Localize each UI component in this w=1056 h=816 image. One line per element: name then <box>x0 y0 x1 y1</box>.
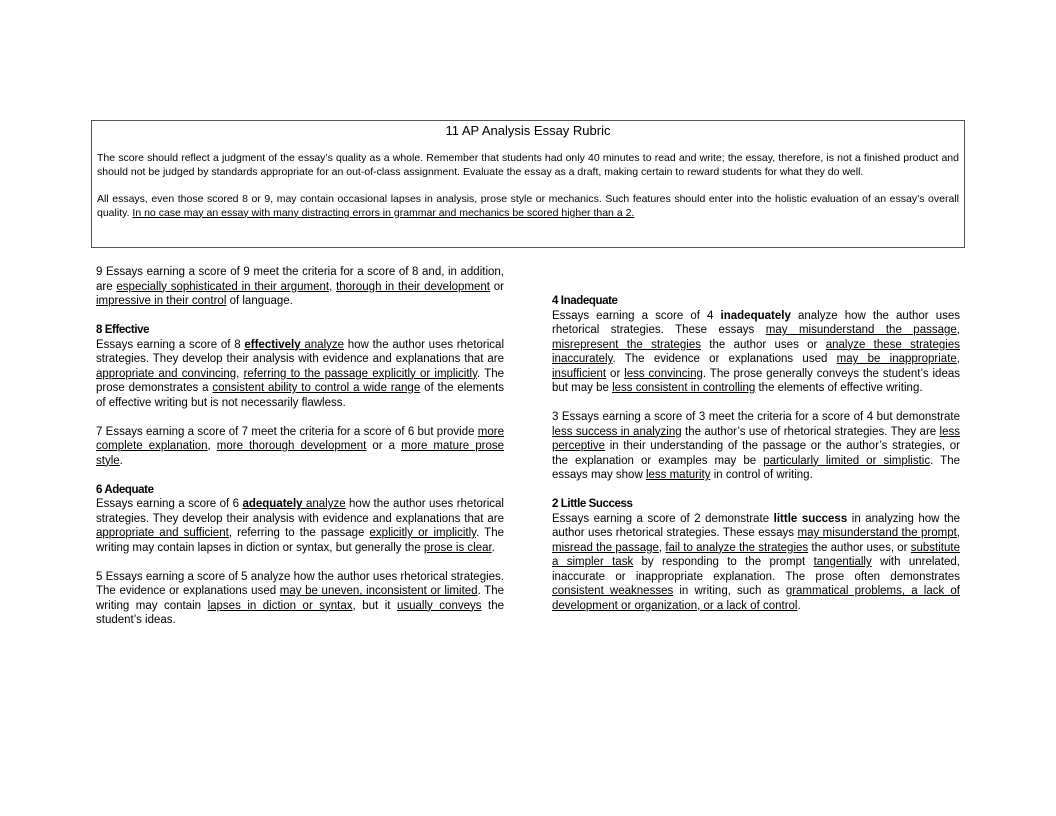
lapses-paragraph: All essays, even those scored 8 or 9, may contain occasional lapses in analysis, prose style or mechanics. Such features should enter into the holistic evaluation of an essay’s overall quality. In no case may an essay with many distracting errors in grammar and mechanics be scored higher than a 2. <box>97 193 959 219</box>
score-5-section: 5 Essays earning a score of 5 analyze how the author uses rhetorical strategies. The evidence or explanations used may be uneven, inconsistent or limited. The writing may contain lapses in diction or syntax, but it usually conveys the student’s ideas. <box>96 570 504 626</box>
score-6-heading: 6 Adequate <box>96 483 154 496</box>
page-title: 11 AP Analysis Essay Rubric <box>445 123 611 138</box>
score-7-section: 7 Essays earning a score of 7 meet the criteria for a score of 6 but provide more complete explanation, more thorough development or a more mature prose style. <box>96 425 505 467</box>
score-2-heading: 2 Little Success <box>552 498 633 510</box>
rubric-header-box <box>91 120 965 248</box>
score-8-section: 8 Effective Essays earning a score of 8 effectively analyze how the author uses rhetorical strategies. They develop their analysis with evidence and explanations that are appropriate and convincing, referring to the passage explicitly or implicitly. The prose demonstrates a consistent ability to control a wide range of the elements of effective writing but is not necessarily flawless. <box>96 324 505 409</box>
score-9-section: 9 Essays earning a score of 9 meet the criteria for a score of 8 and, in addition, are especially sophisticated in their argument, thorough in their development or impressive in their control of language. <box>96 266 505 307</box>
score-6-section: 6 Adequate Essays earning a score of 6 adequately analyze how the author uses rhetorical strategies. They develop their analysis with evidence and explanations that are appropriate and sufficient, referring to the passage explicitly or implicitly. The writing may contain lapses in diction or syntax, but generally the prose is clear. <box>96 483 504 554</box>
left-column <box>96 265 504 642</box>
score-4-heading: 4 Inadequate <box>552 295 618 307</box>
score-8-heading: 8 Effective <box>96 324 150 336</box>
score-4-section: 4 Inadequate Essays earning a score of 4 inadequately analyze how the author uses rhetorical strategies. These essays may misunderstand the passage, misrepresent the strategies the author uses or analyze these strategies inaccurately. The evidence or explanations used may be inappropriate, insufficient or less convincing. The prose generally conveys the student’s ideas but may be less consistent in controlling the elements of effective writing. <box>552 295 960 394</box>
right-column <box>552 294 960 628</box>
score-3-section: 3 Essays earning a score of 3 meet the criteria for a score of 4 but demonstrate less success in analyzing the author’s use of rhetorical strategies. They are less perceptive in their understanding of the passage or the author’s strategies, or the explanation or examples may be particularly limited or simplistic. The essays may show less maturity in control of writing. <box>552 411 960 481</box>
intro-paragraph: The score should reflect a judgment of the essay’s quality as a whole. Remember that students had only 40 minutes to read and write; the essay, therefore, is not a finished product and should not be judged by standards appropriate for an out-of-class assignment. Evaluate the essay as a draft, making certain to reward students for what they do well. <box>97 152 959 178</box>
score-2-section: 2 Little Success Essays earning a score of 2 demonstrate little success in analyzing how the author uses rhetorical strategies. These essays may misunderstand the prompt, misread the passage, fail to analyze the strategies the author uses, or substitute a simpler task by responding to the prompt tangentially with unrelated, inaccurate or inappropriate explanation. The prose often demonstrates consistent weaknesses in writing, such as grammatical problems, a lack of development or organization, or a lack of control. <box>552 498 960 612</box>
